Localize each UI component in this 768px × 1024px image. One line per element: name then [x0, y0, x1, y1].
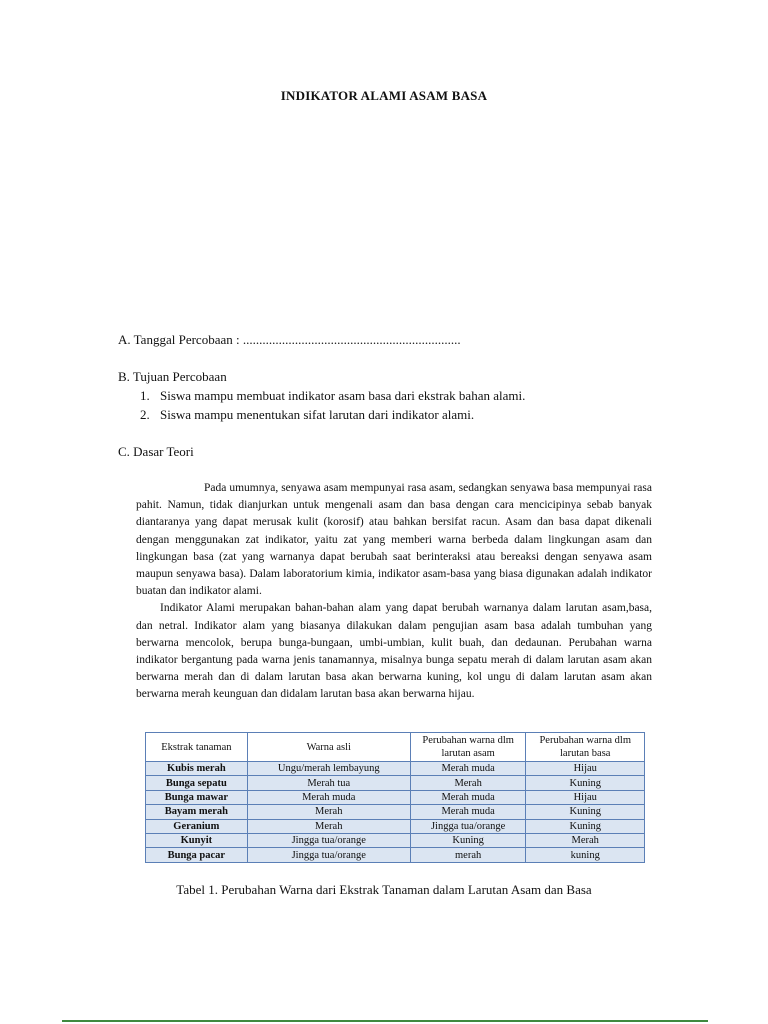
- cell-base: Kuning: [526, 805, 645, 819]
- header-ekstrak: Ekstrak tanaman: [146, 733, 248, 762]
- table-row: [146, 776, 645, 790]
- cell-original: Merah: [247, 819, 410, 833]
- cell-acid: Merah: [410, 776, 526, 790]
- footer-divider: [62, 1020, 708, 1022]
- cell-acid: Merah muda: [410, 790, 526, 804]
- objective-number: 1.: [140, 388, 150, 403]
- table-header-row: [146, 733, 645, 762]
- table-row: [146, 833, 645, 847]
- cell-plant: Kubis merah: [146, 762, 248, 776]
- cell-plant: Bunga sepatu: [146, 776, 248, 790]
- indicator-table: [145, 732, 645, 863]
- table-row: [146, 790, 645, 804]
- cell-base: kuning: [526, 848, 645, 862]
- cell-acid: Kuning: [410, 833, 526, 847]
- cell-base: Kuning: [526, 819, 645, 833]
- cell-plant: Geranium: [146, 819, 248, 833]
- cell-original: Merah tua: [247, 776, 410, 790]
- document-title: INDIKATOR ALAMI ASAM BASA: [280, 88, 488, 103]
- cell-base: Kuning: [526, 776, 645, 790]
- table-row: [146, 819, 645, 833]
- section-c-heading: C. Dasar Teori: [118, 444, 194, 459]
- theory-paragraph-2: Indikator Alami merupakan bahan-bahan alam yang dapat berubah warnanya dalam larutan asam,basa, dan netral. Indikator alam yang biasanya dilakukan dalam pengujian asam basa adalah tumbuhan yang berwarna mencolok, berupa bunga-bungaan, umbi-umbian, kulit buah, dan dedaunan. Perubahan warna indikator bergantung pada warna jenis tanamannya, misalnya bunga sepatu merah di dalam larutan asam akan berwarna merah dan di dalam larutan basa akan berwarna kuning, kol ungu di dalam larutan asam akan berwarna merah keunguan dan didalam larutan basa akan berwarna hijau.: [136, 602, 652, 701]
- cell-original: Merah: [247, 805, 410, 819]
- cell-original: Merah muda: [247, 790, 410, 804]
- cell-acid: merah: [410, 848, 526, 862]
- cell-plant: Kunyit: [146, 833, 248, 847]
- cell-base: Hijau: [526, 762, 645, 776]
- objective-item: [140, 388, 525, 404]
- section-b-heading: B. Tujuan Percobaan: [118, 369, 227, 384]
- theory-paragraph-1: Pada umumnya, senyawa asam mempunyai rasa asam, sedangkan senyawa basa mempunyai rasa pahit. Namun, tidak dianjurkan untuk mengenali asam dan basa dengan cara mencicipinya sebab banyak diantaranya yang dapat merusak kulit (korosif) atau bahkan bersifat racun. Asam dan basa dapat dikenali dengan menggunakan zat indikator, yaitu zat yang memberi warna berbeda dalam lingkungan asam dan lingkungan basa (zat yang warnanya dapat berubah saat berinteraksi atau bereaksi dengan senyawa asam maupun senyawa basa). Dalam laboratorium kimia, indikator asam-basa yang biasa digunakan adalah indikator buatan dan indikator alami.: [136, 482, 652, 598]
- section-a-date: A. Tanggal Percobaan : ...................................................................: [118, 332, 461, 347]
- header-warna-asli: Warna asli: [247, 733, 410, 762]
- cell-plant: Bunga pacar: [146, 848, 248, 862]
- cell-base: Hijau: [526, 790, 645, 804]
- cell-original: Jingga tua/orange: [247, 848, 410, 862]
- cell-plant: Bayam merah: [146, 805, 248, 819]
- cell-base: Merah: [526, 833, 645, 847]
- theory-text: [136, 480, 652, 704]
- objective-text: Siswa mampu membuat indikator asam basa dari ekstrak bahan alami.: [160, 388, 526, 403]
- cell-acid: Merah muda: [410, 762, 526, 776]
- header-basa: Perubahan warna dlm larutan basa: [526, 733, 645, 762]
- cell-acid: Jingga tua/orange: [410, 819, 526, 833]
- table-row: [146, 848, 645, 862]
- objective-number: 2.: [140, 407, 150, 422]
- cell-plant: Bunga mawar: [146, 790, 248, 804]
- objective-text: Siswa mampu menentukan sifat larutan dari indikator alami.: [160, 407, 475, 422]
- table-row: [146, 805, 645, 819]
- table-row: [146, 762, 645, 776]
- cell-original: Jingga tua/orange: [247, 833, 410, 847]
- header-asam: Perubahan warna dlm larutan asam: [410, 733, 526, 762]
- table-caption: Tabel 1. Perubahan Warna dari Ekstrak Tanaman dalam Larutan Asam dan Basa: [176, 882, 592, 897]
- objective-item: [140, 407, 474, 423]
- cell-original: Ungu/merah lembayung: [247, 762, 410, 776]
- cell-acid: Merah muda: [410, 805, 526, 819]
